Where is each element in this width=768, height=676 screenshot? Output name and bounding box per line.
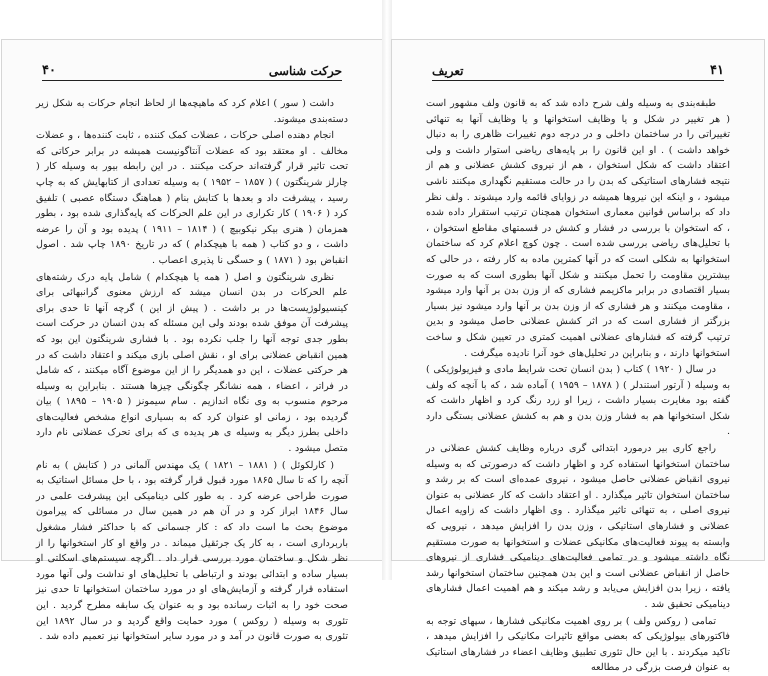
page-number: ۴۰ xyxy=(42,63,56,78)
body-text xyxy=(426,96,730,674)
header-rule xyxy=(42,80,342,81)
running-title: تعریف xyxy=(432,64,464,78)
right-book-page xyxy=(392,40,764,674)
page-header xyxy=(432,58,724,78)
page-number: ۴۱ xyxy=(710,63,724,78)
paragraph: طبقه‌بندی به وسیله ولف شرح داده شد که به قانون ولف مشهور است ( هر تغییر در شکل و یا وظایف استخوانها و یا وظایف آنها به تنهائی تغییراتی را در ساختمان داخلی و در درجه دوم تغییرات ظاهری را به دنبال خواهد داشت ) . او این قانون را بر پایه‌های ریاضی استوار داشت و ولی اعتقاد داشت که شکل استخوان ، هم از نیروی کشش عضلانی و هم از نتیجه فشارهای استاتیکی که بدن را در حالت مستقیم نگهداری میکنند ناشی میشود ، و اینکه این نیروها همیشه در زوایای قائمه وارد میشوند . ولف نظر داد که براساس قوانین معماری استخوان همچنان ترتیب استقرار داده شده ، که استخوان با بررسی در فشار و کشش در قسمتهای مقاطع استخوان ، با تحلیل‌های ریاضی بررسی شده است . چون کوچ اعلام کرد که ساختمان استخوانها به شکلی است که در آنها کمترین ماده به کار رفته ، در حالی که بیشترین مقاومت را تحمل میکنند و شکل آنها بطوری است که به صورت بسیار اقتصادی در برابر ماکزیمم فشاری که از وزن بدن بر آنها وارد میشود ، مقاومت میکنند و هر فشاری که از وزن بدن بر آنها وارد میشود نیز بسیار بزرگتر از فشاری است که در اثر کشش عضلانی حاصل میشود و بدین ترتیب گرفته که فشارهای عضلانی اهمیت کمتری در تعیین شکل و ساخت استخوانها دارند ، و بنابراین در تحلیل‌های خود آنرا نادیده میگرفت . xyxy=(426,98,730,359)
paragraph: داشت ( سور ) اعلام کرد که ماهیچه‌ها از لحاظ انجام حرکات به شکل زیر دسته‌بندی میشوند. xyxy=(36,98,348,125)
paragraph: در سال ( ۱۹۲۰ ) کتاب ( بدن انسان تحت شرایط مادی و فیزیولوژیکی ) به وسیله ( آرتور استندلر ) ( ۱۸۷۸ – ۱۹۵۹ ) آماده شد ، که با آنچه که ولف گفته بود مغایرت بسیار داشت ، زیرا او زرد رنگ کرد و اظهار داشت که شکل استخوانها هم به فشار وزن بدن و هم به کشش عضلانی بستگی دارد . xyxy=(426,364,730,438)
paragraph: نظری شرینگتون و اصل ( همه یا هیچکدام ) شامل پایه درک رشته‌های علم الحرکات در بدن انسان میشد که ارزش معنوی گرانبهائی برای کینسیولوژیست‌ها در بر داشت . ( پیش از این ) گرچه آنها تا حدی برای پیشرفت آن موفق شده بودند ولی این مسئله که بدن انسان در حرکت است بطور جدی توجه آنها را جلب نکرده بود . با فشاری شرینگتون این بود که همین انقباض عضلانی برای او ، نقش اصلی بازی میکند و اعتقاد داشت که در هر حرکتی عضلات ، این دو همدیگر را از این موضوع آگاه میکنند ، که شامل در فراتر ، اعضاء ، همه نشانگر چگونگی چیزها هستند . بنابراین به وسیله مرحوم منسوب به وی نگاه اندازیم . سام سیمونز ( ۱۹۰۵ – ۱۸۹۵ ) بیان گردیده بود ، زمانی او عنوان کرد که به بسیاری انواع مشخص فعالیت‌های داخلی بطرز دیگر به وسیله ی هر پدیده ی که برای تحرک عضلانی نام دارد متصل میشود . xyxy=(36,271,348,455)
running-title: حرکت شناسی xyxy=(268,64,342,78)
book-gutter xyxy=(382,0,392,580)
paragraph: انجام دهنده اصلی حرکات ، عضلات کمک کننده ، ثابت کننده‌ها ، و عضلات مخالف . او معتقد بود که عضلات آنتاگونیست همیشه در برابر حرکاتی که تحت تاثیر قرار گرفته‌اند حرکت میکنند . در این رابطه بیور به وسیله کار ( چارلز شرینگتون ) ( ۱۸۵۷ – ۱۹۵۲ ) به وسیله تعدادی از کتابهایش که به چاپ رسید ، پیشرفت داد و بعدها با کتابش بنام ( هماهنگ دستگاه عصبی ) تلفیق کرد ( ۱۹۰۶ ) کار تکراری در این علم الحرکات که پایه‌گذاری شده بود ، بطور همزمان ( هنری بیکر نیکوبیچ ) ( ۱۸۱۴ – ۱۹۱۱ ) پدیده بود و آن را عرضه داشت ، و دو کتاب ( همه با هیچکدام ) که در تاریخ ۱۸۹۰ چاپ شد . اصول انقباض بود ( ۱۸۷۱ ) و حسگی نا پذیری اعصاب . xyxy=(36,130,348,266)
paragraph: راجع کاری بیر درمورد ابتدائی گری درباره وظایف کشش عضلانی در ساختمان استخوانها استفاده کرد و اظهار داشت که درصورتی که به وسیله نیروی انقباض عضلانی حاصل میشود ، نیروی عمده‌ای است که بر رشد و ساختمان استخوان تاثیر میگذارد . او اعتقاد داشت که کار عضلانی به عنوان نیروی اصلی ، به تنهائی تاثیر میگذارد . وی اظهار داشت که زاویه اعمال عضلانی و فشارهای استاتیکی ، وزن بدن را افزایش میدهد ، نیرویی که وابسته به پیوند فعالیت‌های مکانیکی عضلات و استخوانها به صورت مستقیم نگاه داشته میشود و در تمامی فعالیت‌های دینامیکی فشاری از نیروهای حاصل از انقباض عضلانی است و این بدن همچنین ساختمان استخوانها رشد یافته ، زیرا بدن افزایش می‌یابد و رشد میکند و هم اهمیت اعمال فشارهای دینامیکی تحقیق شد . xyxy=(426,443,730,610)
body-text xyxy=(36,96,348,643)
paragraph: ( کارلکوئل ) ( ۱۸۸۱ – ۱۸۲۱ ) یک مهندس آلمانی در ( کتابش ) به نام آنچه را که تا سال ۱۸۶۵ مورد قبول قرار گرفته بود ، با حل مسائل استاتیک به صورت طراحی عرضه کرد . به طور کلی دینامیکی این پیشرفت علمی در سال ۱۸۴۶ ابراز کرد و در آن هم در همین سال در مسائلی که پیرامون موضوع بحث ما است داد که : کار جسمانی که با حداکثر فشار مشغول باربرداری است ، به کار یک جرثقیل میماند . در واقع او کار استخوانها را از نظر شکل و ساختمان مورد بررسی قرار داد . اگرچه سیستم‌های اسکلتی او بسیار ساده و ابتدائی بودند و ارتباطی با تحلیل‌های او نداشت ولی آنها مورد استفاده قرار گرفته و آزمایش‌های او در مورد ساختمان استخوانها تا حدی نیز صحت خود را به اثبات رسانده بود و به عنوان یک سابقه مطرح گردید . این تئوری به وسیله ( روکس ) مورد حمایت واقع گردید و در سال ۱۸۹۲ این تئوری به صورت قانون در آمد و در مورد سایر استخوانها نیز تعمیم داده شد . xyxy=(36,459,348,643)
paragraph: تمامی ( روکس ولف ) بر روی اهمیت مکانیکی فشارها ، سپهای توجه به فاکتورهای بیولوژیکی که بعضی مواقع تاثیرات مکانیکی را افزایش میدهد ، تاکید میکردند . با این حال تئوری تطبیق وظایف اعضاء در فشارهای استاتیک به عنوان فرصت بزرگی در مطالعه xyxy=(426,615,730,674)
left-book-page xyxy=(2,40,382,643)
page-header xyxy=(42,58,342,78)
header-rule xyxy=(432,80,724,81)
